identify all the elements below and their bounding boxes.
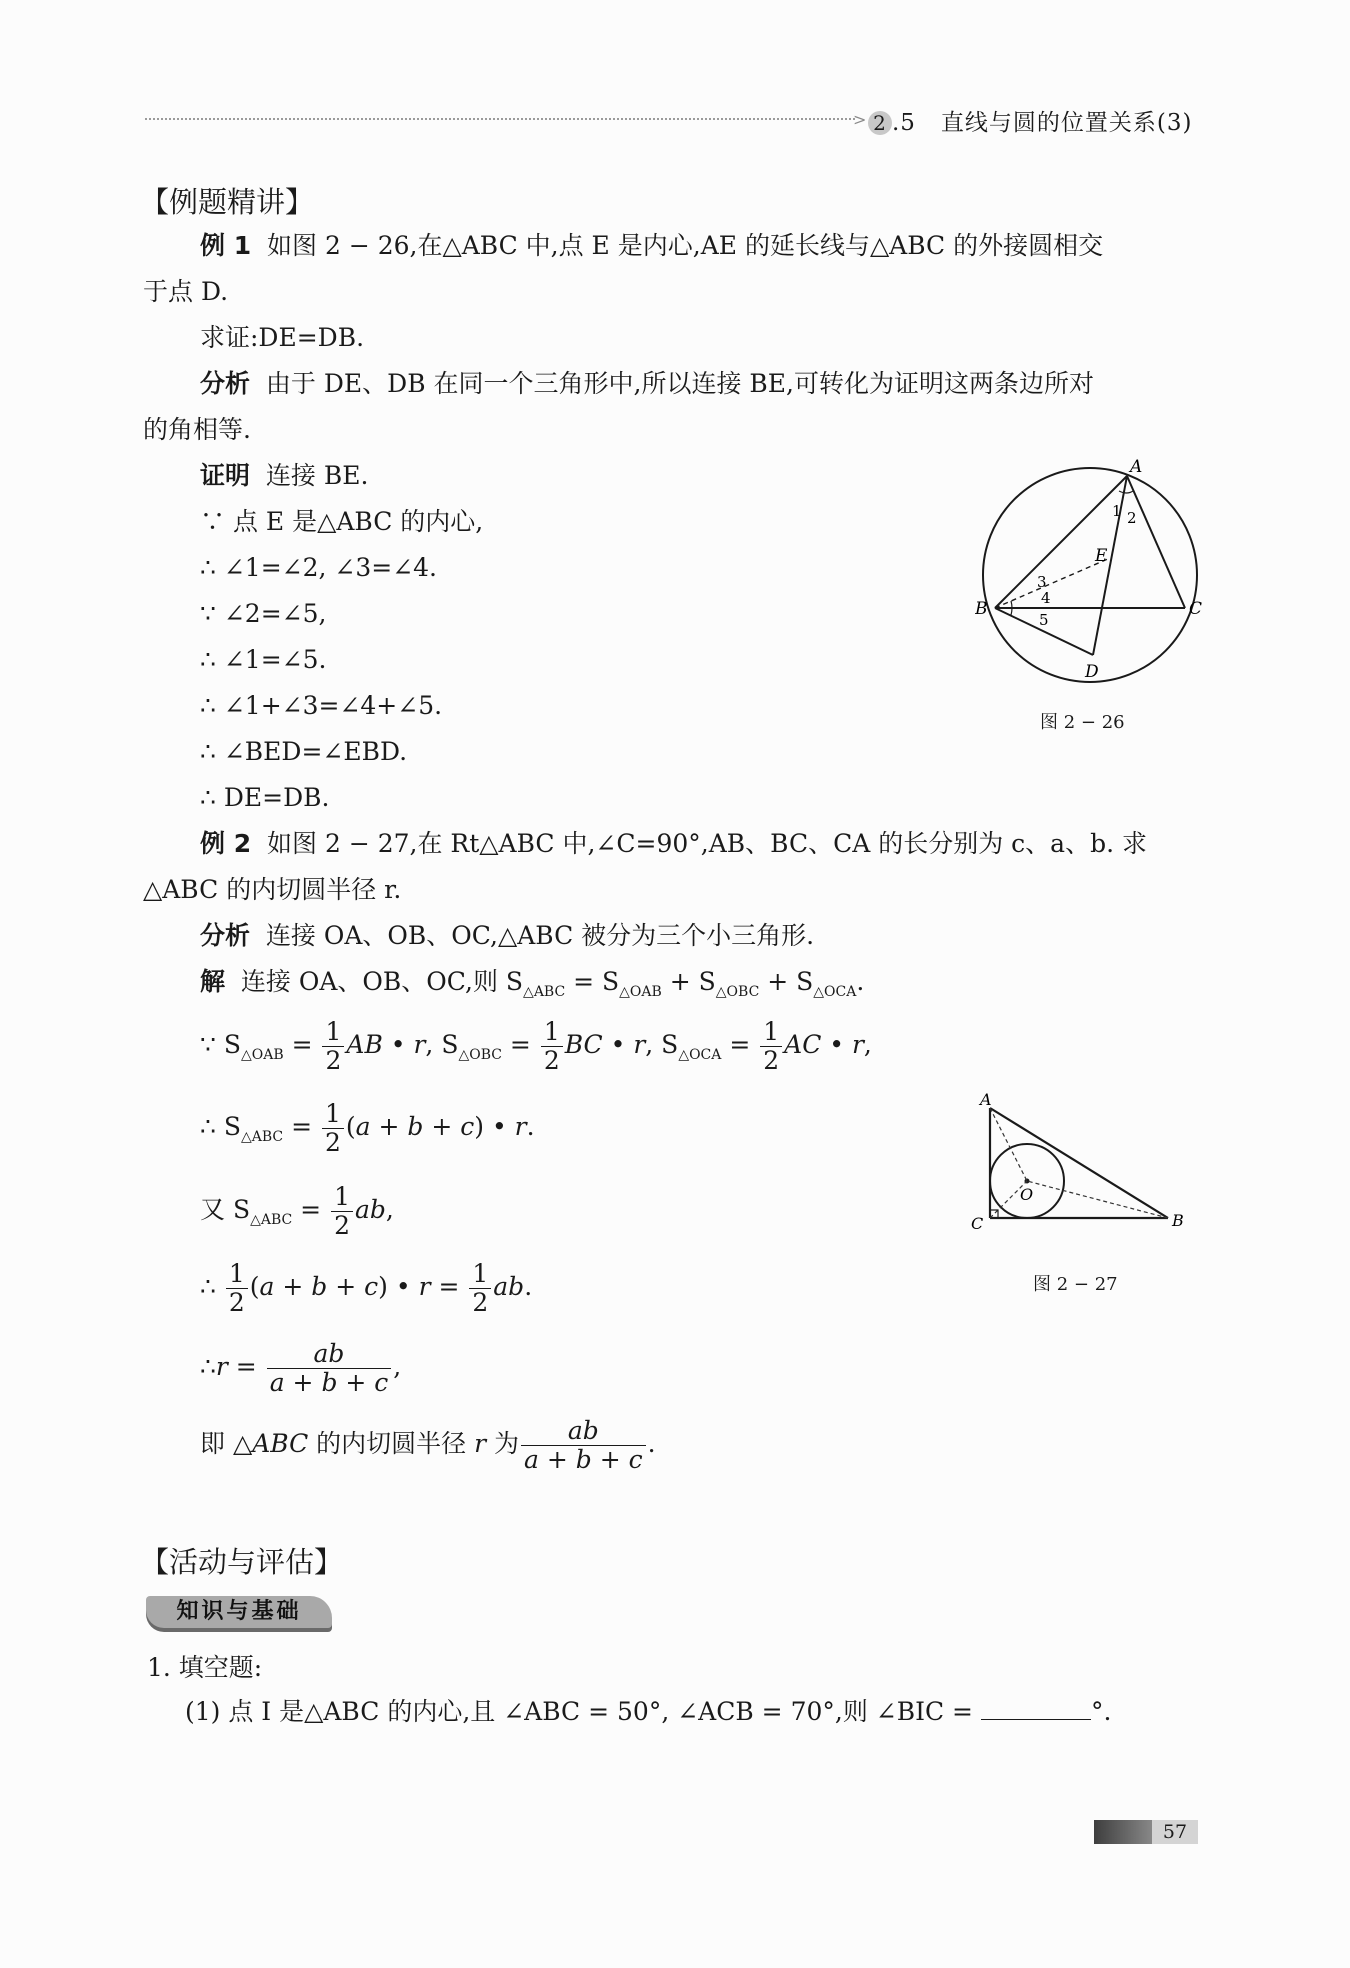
proof-step: ∴ ∠1=∠5. <box>200 645 327 674</box>
proof-step: ∴ DE=DB. <box>200 783 330 812</box>
fraction: $\frac{1}{2}$ <box>331 1183 353 1240</box>
ex1-analysis-cont: 的角相等. <box>143 415 251 444</box>
fraction: $\frac{1}{2}$ <box>760 1018 782 1075</box>
ex1-line1: 例 1 如图 2 − 26,在△ABC 中,点 E 是内心,AE 的延长线与△ABC 的外接圆相交 <box>200 231 1104 260</box>
figure-label-E: E <box>1095 546 1108 566</box>
section-title: 直线与圆的位置关系(3) <box>940 110 1193 136</box>
header-arrow-icon: > <box>853 110 867 129</box>
figure-label-A: A <box>1130 457 1143 477</box>
fraction: $\frac{1}{2}$ <box>322 1100 344 1157</box>
fraction: $\frac{1}{2}$ <box>541 1018 563 1075</box>
angle-label-2: 2 <box>1127 509 1137 527</box>
proof-step: ∵ ∠2=∠5, <box>200 599 327 628</box>
figure-2-27-caption: 图 2 − 27 <box>1033 1274 1118 1295</box>
proof-step: ∵ 点 E 是△ABC 的内心, <box>200 507 484 536</box>
ex2-step-right-area: 又 $S_{\triangle ABC}$ = $\frac{1}{2}$ ab, <box>200 1182 394 1240</box>
chapter-header: 2 .5 直线与圆的位置关系(3) <box>868 104 1192 137</box>
proof-step: ∴ ∠1=∠2, ∠3=∠4. <box>200 553 437 582</box>
question-1-1: (1) 点 I 是△ABC 的内心,且 ∠ABC = 50°, ∠ACB = 70°,则 ∠BIC = °. <box>185 1697 1112 1726</box>
fraction: $\frac{1}{2}$ <box>322 1018 344 1075</box>
ex2-line1: 例 2 如图 2 − 27,在 Rt△ABC 中,∠C=90°,AB、BC、CA 的长分别为 c、a、b. 求 <box>200 829 1147 858</box>
figure-label-A: A <box>980 1090 992 1109</box>
ex2-solution: 解 连接 OA、OB、OC,则 $S_{\triangle ABC} = S_{\triangle OAB} + S_{\triangle OBC} + S_{\triangle OCA}$. <box>200 967 865 1000</box>
figure-label-B: B <box>1172 1211 1184 1230</box>
section-heading-activities: 【活动与评估】 <box>140 1545 344 1579</box>
header-rule <box>145 118 855 120</box>
ex1-line2: 于点 D. <box>143 277 229 306</box>
ex2-step-result: ∴r = $\frac{ab}{a + b + c}$ , <box>200 1339 402 1397</box>
section-heading-examples: 【例题精讲】 <box>140 185 315 219</box>
proof-step: ∴ ∠1+∠3=∠4+∠5. <box>200 691 443 720</box>
ex1-proof: 证明 连接 BE. <box>200 461 369 490</box>
question-1-title: 1. 填空题: <box>147 1653 263 1682</box>
knowledge-basics-badge: 知识与基础 <box>146 1596 332 1628</box>
fraction: $\frac{1}{2}$ <box>226 1260 248 1317</box>
angle-label-4: 4 <box>1041 589 1051 607</box>
figure-label-C: C <box>971 1214 984 1233</box>
figure-2-26-circle-diagram <box>975 455 1215 695</box>
figure-label-B: B <box>975 599 988 619</box>
ex2-conclusion: 即 △ABC 的内切圆半径 r 为 $\frac{ab}{a + b + c}$ . <box>200 1416 656 1474</box>
ex1-prove: 求证:DE=DB. <box>200 323 365 352</box>
page-number-bar <box>1094 1820 1154 1844</box>
page-number: 57 <box>1152 1820 1198 1844</box>
fraction: $\frac{ab}{a + b + c}$ <box>521 1417 646 1474</box>
figure-2-27-incircle-diagram <box>968 1090 1193 1235</box>
ex2-step-equation: ∴ $\frac{1}{2}$ (a + b + c) • r = $\frac{1}{2}$ ab. <box>200 1259 533 1317</box>
angle-label-5: 5 <box>1039 611 1049 629</box>
figure-label-O: O <box>1020 1185 1034 1204</box>
ex2-area-formulas: ∵ $S_{\triangle OAB}$ = $\frac{1}{2}$ AB • r, $S_{\triangle OBC}$ = $\frac{1}{2}$ BC • r, $S_{\triangle OCA}$ = $\frac{1}{2}$ AC • r, <box>200 1017 872 1075</box>
figure-2-26-caption: 图 2 − 26 <box>1040 712 1125 733</box>
figure-label-D: D <box>1085 662 1099 682</box>
fraction: $\frac{ab}{a + b + c}$ <box>267 1340 392 1397</box>
proof-step: ∴ ∠BED=∠EBD. <box>200 737 408 766</box>
ex1-analysis: 分析 由于 DE、DB 在同一个三角形中,所以连接 BE,可转化为证明这两条边所对 <box>200 369 1094 398</box>
ex2-step-total-area: ∴ $S_{\triangle ABC}$ = $\frac{1}{2}$ (a + b + c) • r. <box>200 1099 535 1157</box>
ex2-analysis: 分析 连接 OA、OB、OC,△ABC 被分为三个小三角形. <box>200 921 815 950</box>
angle-label-1: 1 <box>1112 502 1122 520</box>
ex2-line2: △ABC 的内切圆半径 r. <box>143 875 402 904</box>
figure-label-C: C <box>1189 599 1203 619</box>
answer-blank[interactable] <box>981 1697 1091 1720</box>
angle-label-3: 3 <box>1037 573 1047 591</box>
chapter-number-badge: 2 <box>868 111 892 135</box>
fraction: $\frac{1}{2}$ <box>469 1260 491 1317</box>
